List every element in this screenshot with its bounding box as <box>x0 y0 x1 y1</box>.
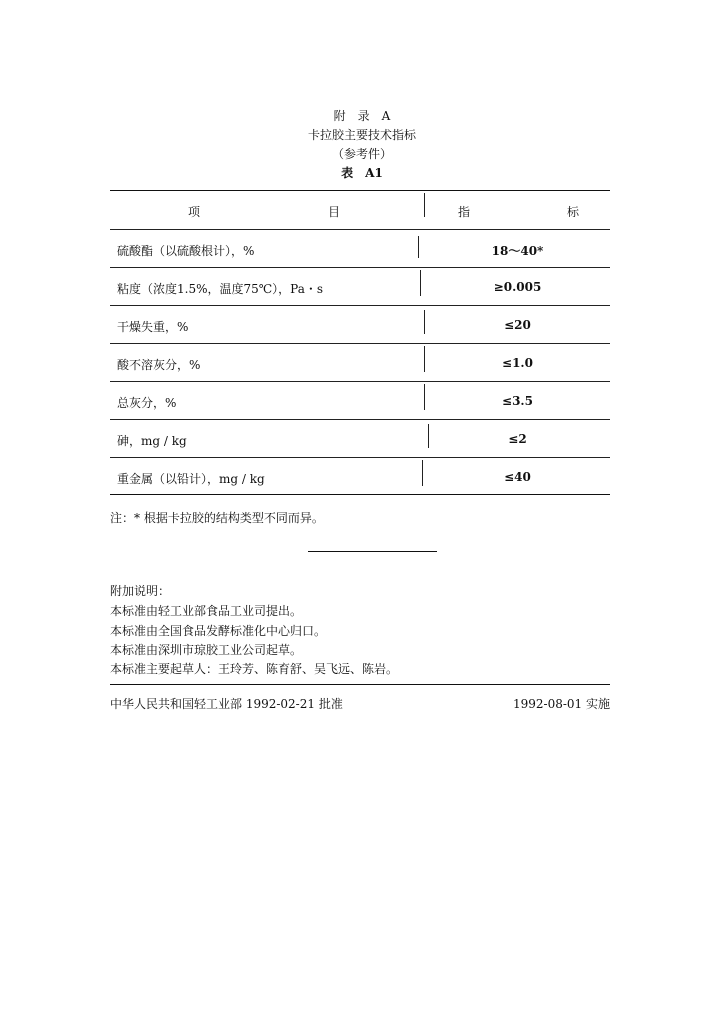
row-divider <box>424 384 425 410</box>
row-divider <box>428 424 429 448</box>
table-top-rule <box>110 190 610 191</box>
row-rule <box>110 381 610 382</box>
table-bottom-rule <box>110 494 610 495</box>
row-rule <box>110 343 610 344</box>
row-rule <box>110 305 610 306</box>
row-divider <box>424 346 425 372</box>
header-divider <box>424 193 425 217</box>
row-rule <box>110 419 610 420</box>
approval-date: 中华人民共和国轻工业部 1992-02-21 批准 <box>110 697 343 711</box>
row-divider <box>420 270 421 296</box>
row-divider <box>418 236 419 258</box>
table-row-label: 硫酸酯（以硫酸根计），% <box>117 244 255 258</box>
header-item-right: 目 <box>328 205 341 219</box>
table-row-label: 干燥失重，% <box>117 320 189 334</box>
additional-notes-title: 附加说明： <box>110 584 171 598</box>
table-row-value: ≤1.0 <box>502 356 533 370</box>
document-title: 卡拉胶主要技术指标 <box>307 128 416 142</box>
table-footnote: 注：* 根据卡拉胶的结构类型不同而异。 <box>110 511 324 525</box>
table-row-label: 重金属（以铅计），mg / kg <box>117 472 265 486</box>
document-subtitle: （参考件） <box>331 147 392 161</box>
table-row-label: 砷，mg / kg <box>117 434 187 448</box>
row-rule <box>110 457 610 458</box>
appendix-label: 附 录 A <box>333 109 391 123</box>
table-row-value: ≥0.005 <box>493 280 542 294</box>
table-row-label: 粘度（浓度1.5%，温度75℃），Pa・s <box>117 282 324 296</box>
header-value-right: 标 <box>567 205 580 219</box>
footer-rule <box>110 684 610 685</box>
additional-note-line: 本标准由深圳市琼胶工业公司起草。 <box>110 643 303 657</box>
row-divider <box>422 460 423 486</box>
row-rule <box>110 267 610 268</box>
table-row-value: ≤20 <box>504 318 531 332</box>
header-rule <box>110 229 610 230</box>
row-divider <box>424 310 425 334</box>
header-value-left: 指 <box>458 205 471 219</box>
table-row-label: 酸不溶灰分，% <box>117 358 201 372</box>
table-label: 表 A1 <box>341 166 383 180</box>
table-row-value: 18～40* <box>491 244 544 258</box>
header-item-left: 项 <box>188 205 201 219</box>
additional-note-line: 本标准由轻工业部食品工业司提出。 <box>110 604 303 618</box>
implementation-date: 1992-08-01 实施 <box>512 697 610 711</box>
additional-note-line: 本标准主要起草人：王玲芳、陈育舒、吴飞远、陈岩。 <box>110 662 399 676</box>
table-row-label: 总灰分，% <box>117 396 177 410</box>
additional-note-line: 本标准由全国食品发酵标准化中心归口。 <box>110 624 327 638</box>
section-separator <box>308 551 437 552</box>
table-row-value: ≤3.5 <box>502 394 533 408</box>
table-row-value: ≤2 <box>508 432 527 446</box>
table-row-value: ≤40 <box>504 470 531 484</box>
